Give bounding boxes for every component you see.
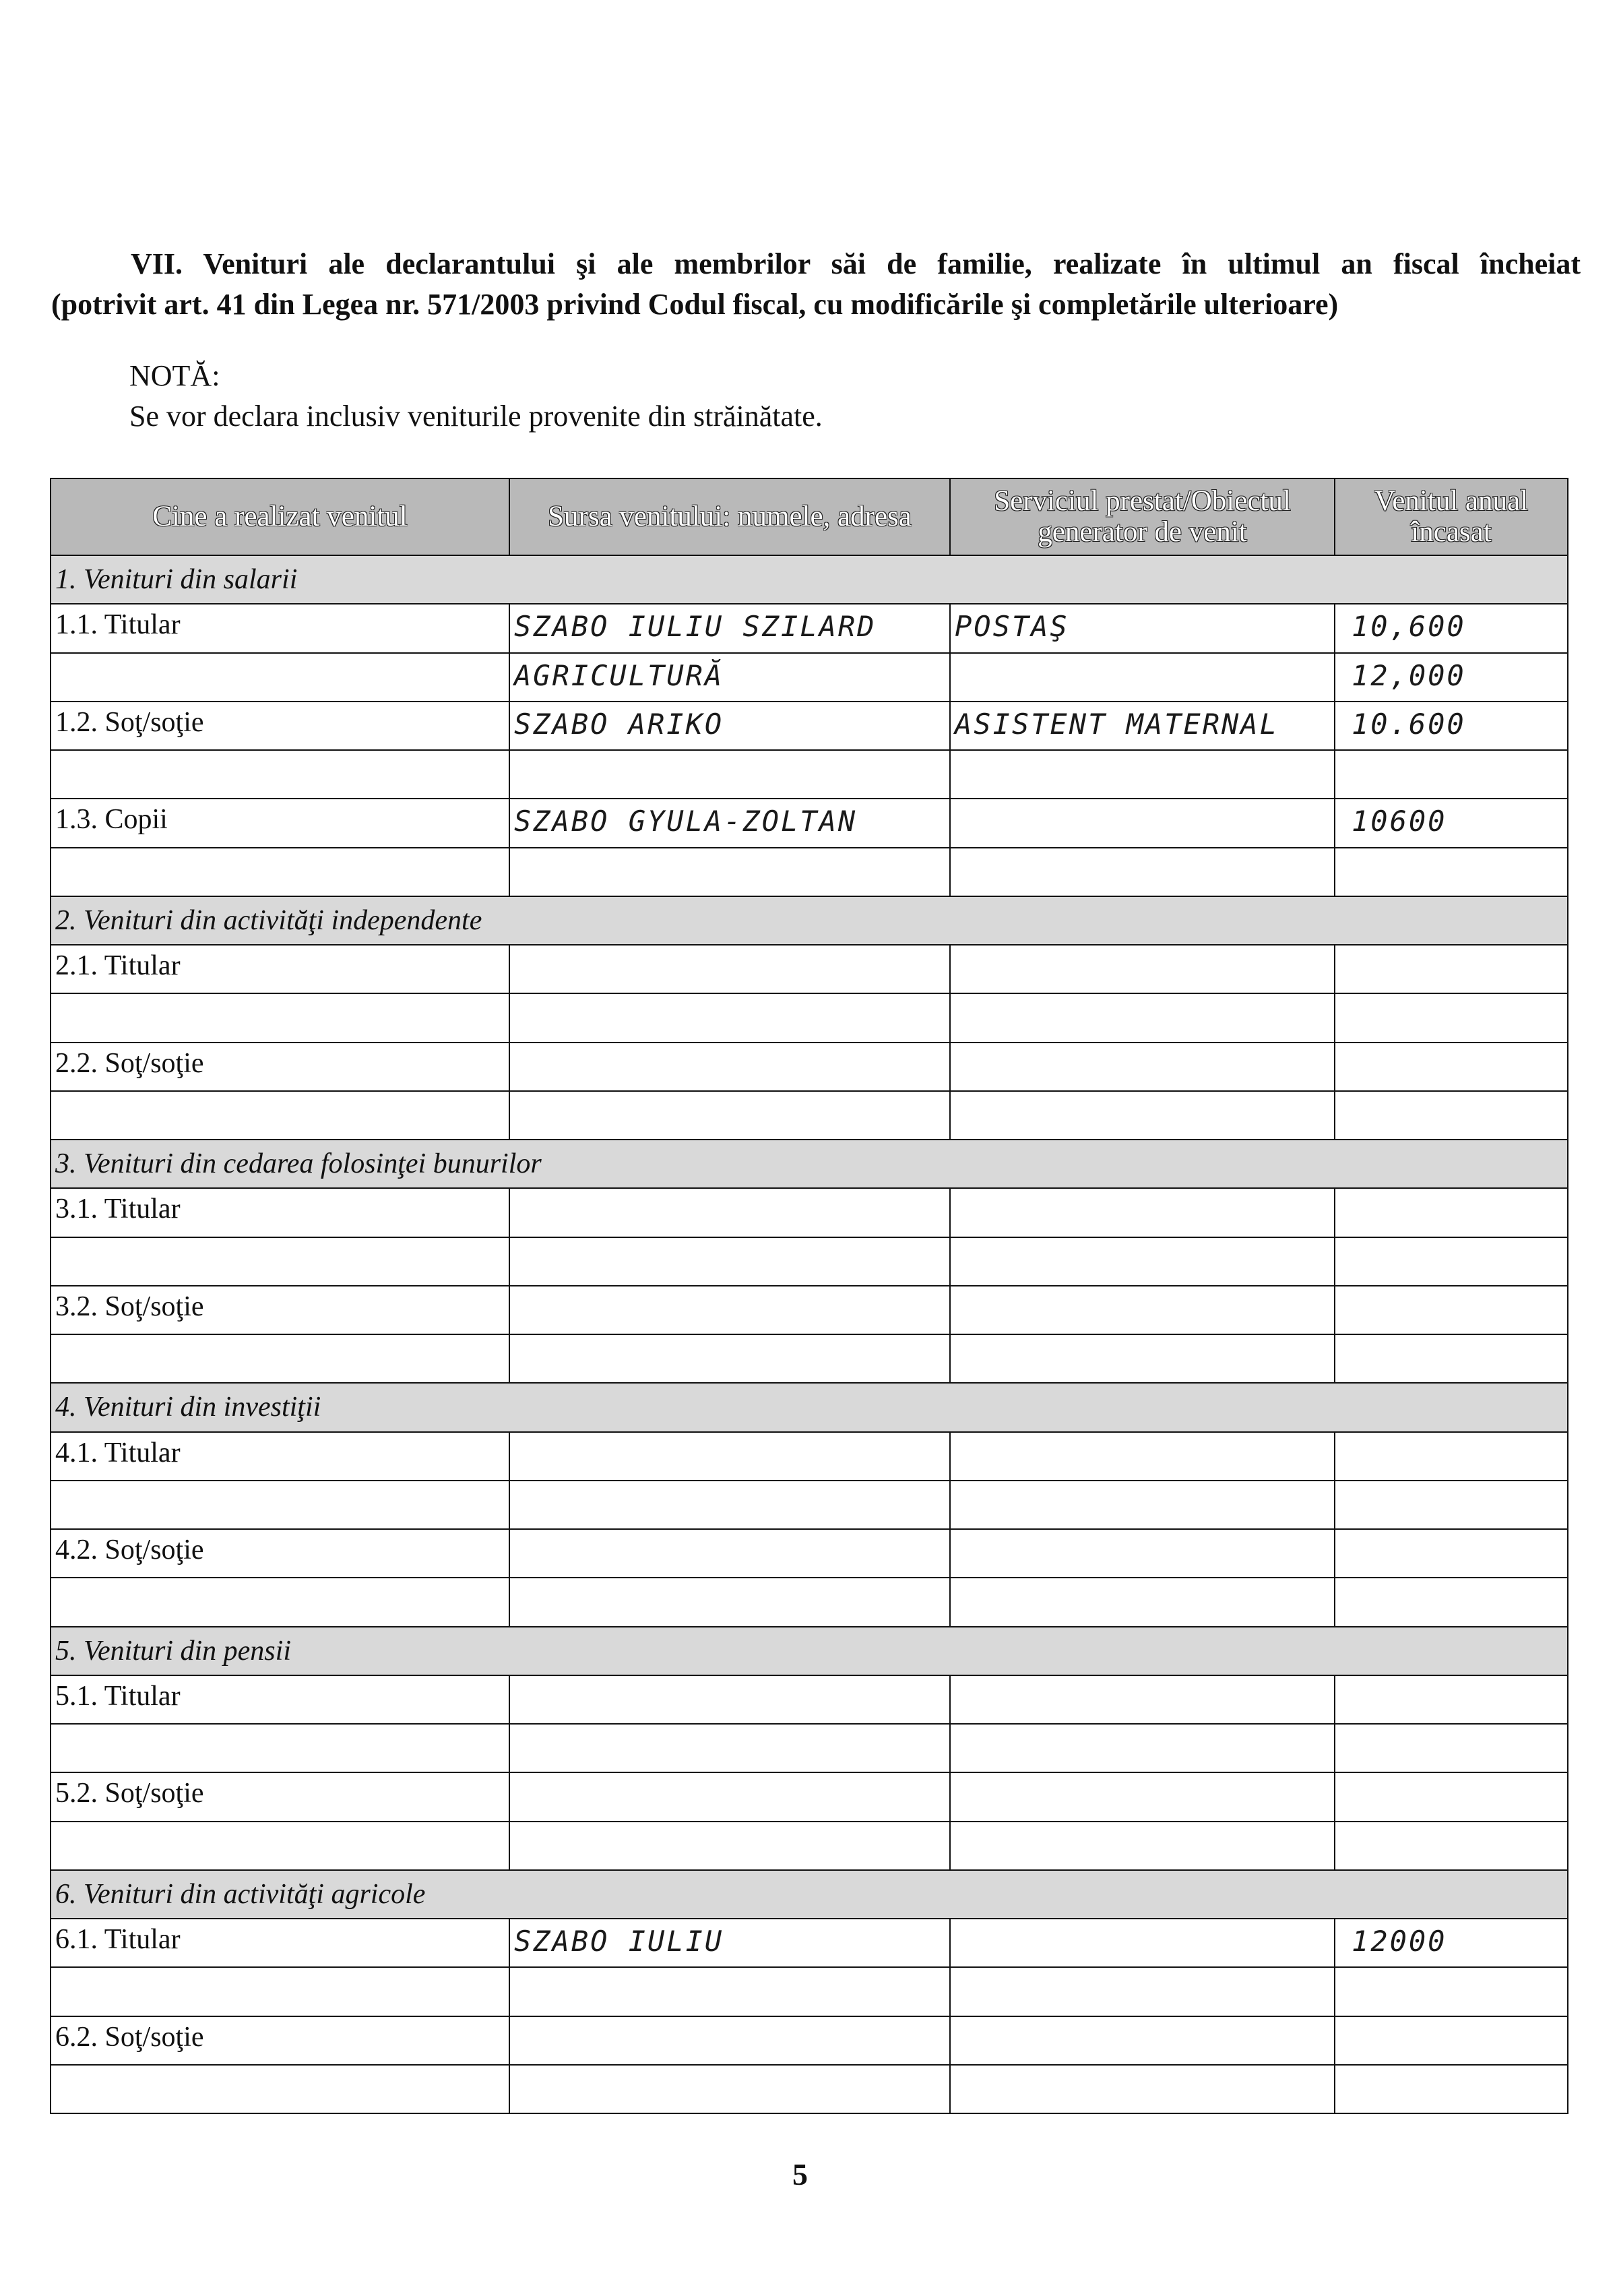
amount-cell: [1335, 1675, 1568, 1724]
amount-cell: [1335, 1286, 1568, 1334]
table-row: [51, 1529, 1568, 1578]
section-row: [51, 555, 1568, 604]
service-cell: [950, 1286, 1335, 1334]
amount-cell: 12000: [1335, 1919, 1568, 1967]
service-cell: [950, 799, 1335, 847]
source-cell: [509, 1822, 950, 1870]
row-label: [51, 848, 509, 896]
section-title: 4. Venituri din investiţii: [51, 1383, 1568, 1431]
section-title: 1. Venituri din salarii: [51, 555, 1568, 604]
table-row: [51, 1481, 1568, 1529]
amount-cell: [1335, 993, 1568, 1042]
note-block: [129, 356, 823, 437]
source-cell: SZABO GYULA-ZOLTAN: [509, 799, 950, 847]
table-row: [51, 1237, 1568, 1286]
service-cell: [950, 1919, 1335, 1967]
row-label: [51, 1578, 509, 1626]
row-label: 1.3. Copii: [51, 799, 509, 847]
source-cell: [509, 1043, 950, 1091]
service-cell: [950, 993, 1335, 1042]
service-cell: [950, 1529, 1335, 1578]
note-text: Se vor declara inclusiv veniturile provenite din străinătate.: [129, 400, 823, 433]
service-cell: [950, 750, 1335, 799]
row-label: [51, 1237, 509, 1286]
service-cell: [950, 1578, 1335, 1626]
amount-cell: 10,600: [1335, 604, 1568, 652]
table-header-row: [51, 478, 1568, 555]
service-cell: [950, 1481, 1335, 1529]
row-label: [51, 750, 509, 799]
source-cell: [509, 1188, 950, 1237]
heading-line-1: VII. Venituri ale declarantului şi ale membrilor săi de familie, realizate în ultimul an fiscal încheiat: [131, 247, 1581, 280]
table-row: [51, 604, 1568, 652]
service-cell: [950, 1724, 1335, 1772]
table-row: [51, 1919, 1568, 1967]
service-cell: [950, 653, 1335, 702]
service-cell: [950, 2016, 1335, 2065]
amount-cell: 10.600: [1335, 702, 1568, 750]
amount-cell: [1335, 1091, 1568, 1140]
table-row: [51, 2065, 1568, 2113]
table-row: [51, 1286, 1568, 1334]
table-row: [51, 1967, 1568, 2016]
service-cell: POSTAŞ: [950, 604, 1335, 652]
table-row: [51, 1091, 1568, 1140]
source-cell: [509, 1481, 950, 1529]
table-row: [51, 653, 1568, 702]
amount-cell: [1335, 1043, 1568, 1091]
row-label: [51, 1822, 509, 1870]
service-cell: [950, 1772, 1335, 1821]
service-cell: [950, 1334, 1335, 1383]
source-cell: [509, 1724, 950, 1772]
row-label: 4.1. Titular: [51, 1432, 509, 1481]
source-cell: AGRICULTURĂ: [509, 653, 950, 702]
table-row: [51, 1188, 1568, 1237]
header-cell-source: Sursa venitului: numele, adresa: [509, 478, 950, 555]
service-cell: [950, 1237, 1335, 1286]
row-label: [51, 1967, 509, 2016]
service-cell: [950, 1043, 1335, 1091]
source-cell: [509, 750, 950, 799]
note-title: NOTĂ:: [129, 359, 220, 392]
table-row: [51, 1822, 1568, 1870]
service-cell: [950, 945, 1335, 993]
row-label: [51, 1481, 509, 1529]
amount-cell: [1335, 1188, 1568, 1237]
table-row: [51, 1578, 1568, 1626]
heading-line-2: (potrivit art. 41 din Legea nr. 571/2003 privind Codul fiscal, cu modificările şi completările ulterioare): [51, 288, 1339, 321]
section-row: [51, 896, 1568, 945]
source-cell: [509, 993, 950, 1042]
header-cell-service: Serviciul prestat/Obiectul generator de venit: [950, 478, 1335, 555]
source-cell: [509, 1772, 950, 1821]
source-cell: [509, 1529, 950, 1578]
table-row: [51, 750, 1568, 799]
service-cell: ASISTENT MATERNAL: [950, 702, 1335, 750]
source-cell: [509, 1675, 950, 1724]
table-row: [51, 799, 1568, 847]
row-label: 2.1. Titular: [51, 945, 509, 993]
row-label: 1.1. Titular: [51, 604, 509, 652]
table-row: [51, 1432, 1568, 1481]
source-cell: [509, 1286, 950, 1334]
service-cell: [950, 1675, 1335, 1724]
source-cell: [509, 1432, 950, 1481]
table-row: [51, 1772, 1568, 1821]
source-cell: [509, 945, 950, 993]
row-label: [51, 653, 509, 702]
service-cell: [950, 1091, 1335, 1140]
amount-cell: [1335, 2016, 1568, 2065]
row-label: 6.2. Soţ/soţie: [51, 2016, 509, 2065]
table-row: [51, 993, 1568, 1042]
amount-cell: [1335, 1578, 1568, 1626]
table-row: [51, 702, 1568, 750]
row-label: 3.1. Titular: [51, 1188, 509, 1237]
source-cell: [509, 1967, 950, 2016]
amount-cell: [1335, 1724, 1568, 1772]
source-cell: [509, 2065, 950, 2113]
row-label: 3.2. Soţ/soţie: [51, 1286, 509, 1334]
row-label: [51, 993, 509, 1042]
amount-cell: 10600: [1335, 799, 1568, 847]
row-label: [51, 1724, 509, 1772]
page-number: 5: [792, 2157, 808, 2192]
section-row: [51, 1383, 1568, 1431]
table-row: [51, 848, 1568, 896]
source-cell: SZABO ARIKO: [509, 702, 950, 750]
amount-cell: [1335, 1334, 1568, 1383]
section-row: [51, 1140, 1568, 1188]
amount-cell: [1335, 1237, 1568, 1286]
row-label: 5.2. Soţ/soţie: [51, 1772, 509, 1821]
source-cell: [509, 2016, 950, 2065]
table-row: [51, 1043, 1568, 1091]
amount-cell: [1335, 1481, 1568, 1529]
header-cell-amount: Venitul anual încasat: [1335, 478, 1568, 555]
row-label: [51, 1334, 509, 1383]
amount-cell: [1335, 848, 1568, 896]
source-cell: [509, 1091, 950, 1140]
source-cell: [509, 1334, 950, 1383]
row-label: 6.1. Titular: [51, 1919, 509, 1967]
service-cell: [950, 1822, 1335, 1870]
source-cell: [509, 1237, 950, 1286]
section-row: [51, 1870, 1568, 1919]
row-label: 1.2. Soţ/soţie: [51, 702, 509, 750]
source-cell: [509, 848, 950, 896]
row-label: [51, 1091, 509, 1140]
row-label: 4.2. Soţ/soţie: [51, 1529, 509, 1578]
service-cell: [950, 2065, 1335, 2113]
service-cell: [950, 848, 1335, 896]
service-cell: [950, 1967, 1335, 2016]
amount-cell: [1335, 1822, 1568, 1870]
section-title: 5. Venituri din pensii: [51, 1627, 1568, 1675]
source-cell: [509, 1578, 950, 1626]
row-label: [51, 2065, 509, 2113]
amount-cell: [1335, 1529, 1568, 1578]
section-row: [51, 1627, 1568, 1675]
section-heading: [51, 244, 1581, 325]
amount-cell: [1335, 2065, 1568, 2113]
section-title: 6. Venituri din activităţi agricole: [51, 1870, 1568, 1919]
service-cell: [950, 1432, 1335, 1481]
amount-cell: [1335, 750, 1568, 799]
table-body: [51, 555, 1568, 2113]
table-row: [51, 1334, 1568, 1383]
income-table: [50, 478, 1568, 2114]
amount-cell: [1335, 1967, 1568, 2016]
section-title: 2. Venituri din activităţi independente: [51, 896, 1568, 945]
header-cell-who: Cine a realizat venitul: [51, 478, 509, 555]
amount-cell: [1335, 945, 1568, 993]
row-label: 2.2. Soţ/soţie: [51, 1043, 509, 1091]
amount-cell: [1335, 1772, 1568, 1821]
source-cell: SZABO IULIU SZILARD: [509, 604, 950, 652]
section-title: 3. Venituri din cedarea folosinţei bunurilor: [51, 1140, 1568, 1188]
table-row: [51, 1724, 1568, 1772]
table-row: [51, 2016, 1568, 2065]
amount-cell: 12,000: [1335, 653, 1568, 702]
source-cell: SZABO IULIU: [509, 1919, 950, 1967]
service-cell: [950, 1188, 1335, 1237]
table-row: [51, 1675, 1568, 1724]
row-label: 5.1. Titular: [51, 1675, 509, 1724]
table-row: [51, 945, 1568, 993]
amount-cell: [1335, 1432, 1568, 1481]
